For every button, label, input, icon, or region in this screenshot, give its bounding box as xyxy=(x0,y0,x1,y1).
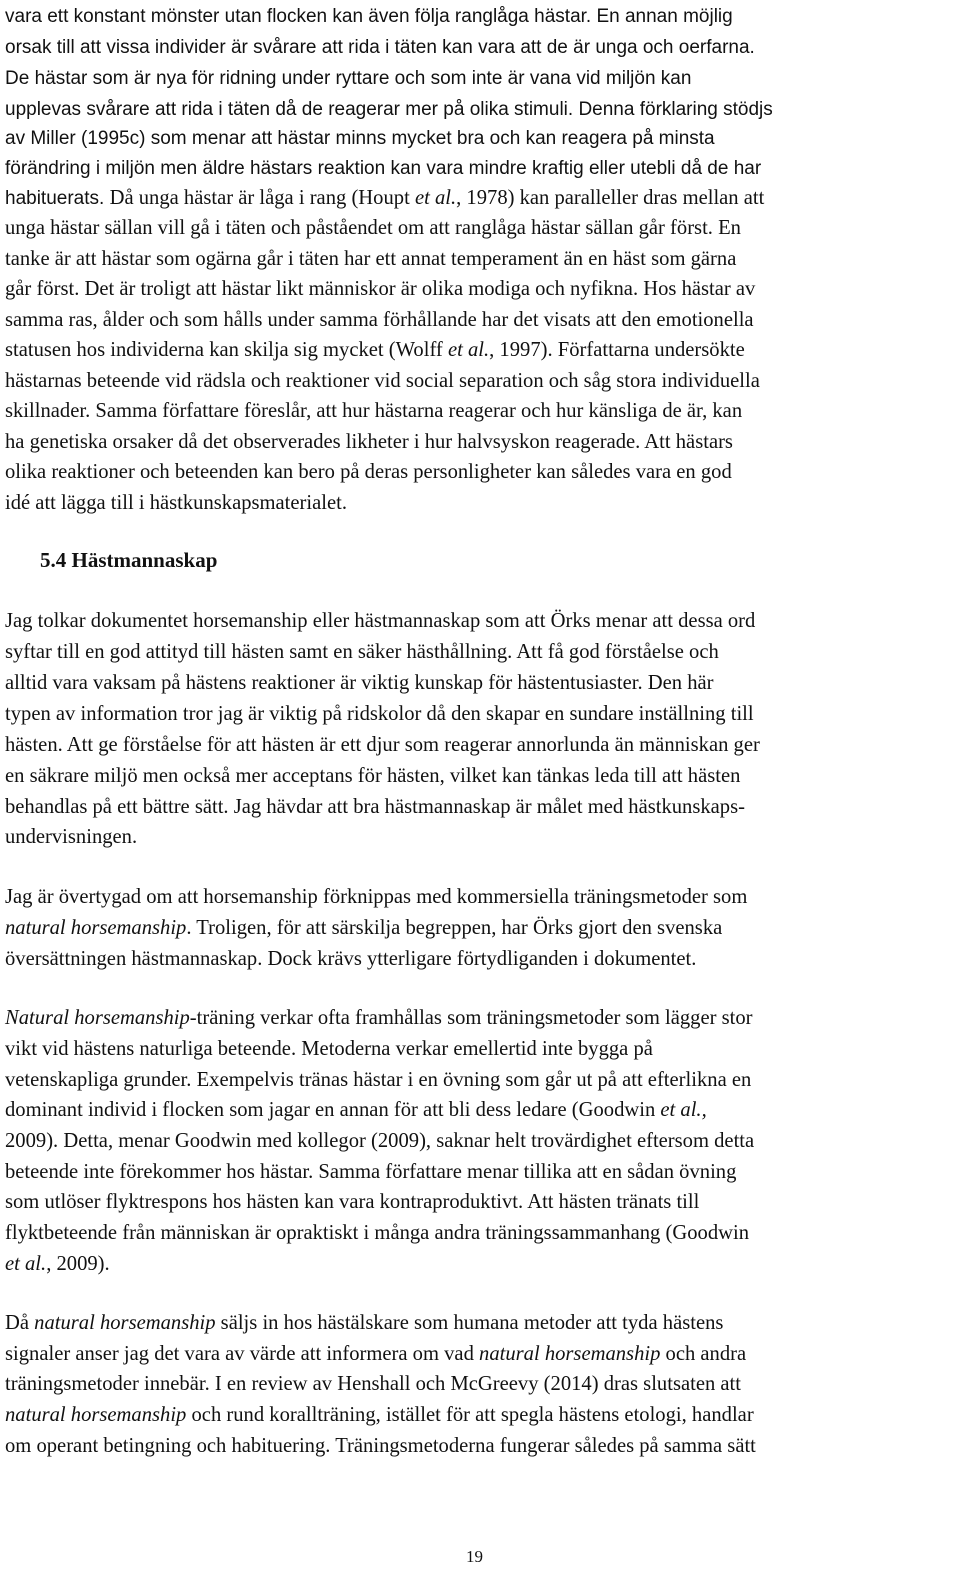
text-segment: undervisningen. xyxy=(5,826,138,848)
text-segment: signaler anser jag det vara av värde att informera om vad xyxy=(5,1343,480,1365)
text-segment: syftar till en god attityd till hästen samt en säker hästhållning. Att få god förståelse och xyxy=(5,641,719,663)
italic-text: et al. xyxy=(447,339,490,361)
text-line xyxy=(5,95,773,124)
text-segment: om operant betingning och habituering. Träningsmetoderna fungerar således på samma sätt xyxy=(5,1435,756,1457)
text-segment: förändring i miljön men äldre hästars reaktion kan vara mindre kraftig eller utebli då de har xyxy=(5,158,762,179)
text-segment: , 2009). xyxy=(46,1253,110,1275)
text-line xyxy=(5,367,760,395)
text-line xyxy=(5,1158,736,1186)
text-segment: . Troligen, för att särskilja begreppen, har Örks gjort den svenska xyxy=(186,917,723,939)
text-segment: upplevas svårare att rida i täten då de reagerar mer på olika stimuli. Denna förklaring stödjs xyxy=(5,99,773,120)
text-line xyxy=(5,823,137,851)
text-segment: ha genetiska orsaker då det observerades likheter i hur halvsyskon reagerade. Att hästars xyxy=(5,431,733,453)
text-line xyxy=(5,1370,741,1398)
text-segment: Då unga hästar är låga i rang (Houpt xyxy=(109,187,415,209)
text-line xyxy=(5,336,745,364)
text-segment: av Miller (1995c) som menar att hästar minns mycket bra och kan reagera på minsta xyxy=(5,128,715,149)
text-segment: vikt vid hästens naturliga beteende. Metoderna verkar emellertid inte bygga på xyxy=(5,1038,653,1060)
text-line xyxy=(5,1035,653,1063)
text-line xyxy=(5,245,736,273)
text-segment: habituerats. xyxy=(5,188,110,209)
text-segment: -träning verkar ofta framhållas som träningsmetoder som lägger stor xyxy=(189,1007,753,1029)
text-line xyxy=(5,731,760,759)
text-line xyxy=(5,64,691,93)
text-line xyxy=(5,700,754,728)
italic-text: natural horsemanship xyxy=(34,1312,216,1334)
text-segment: beteende inte förekommer hos hästar. Samma författare menar tillika att en sådan övning xyxy=(5,1161,737,1183)
text-line xyxy=(5,669,714,697)
text-segment: statusen hos individerna kan skilja sig mycket (Wolff xyxy=(5,339,448,361)
text-segment: Jag tolkar dokumentet horsemanship eller hästmannaskap som att Örks menar att dessa ord xyxy=(5,610,756,632)
page-number: 19 xyxy=(466,1547,483,1566)
text-line xyxy=(5,638,719,666)
text-line xyxy=(5,1340,746,1368)
text-segment: 5.4 Hästmannaskap xyxy=(40,548,218,572)
text-segment: behandlas på ett bättre sätt. Jag hävdar att bra hästmannaskap är målet med hästkunskaps- xyxy=(5,796,745,818)
text-segment: översättningen hästmannaskap. Dock krävs ytterligare förtydliganden i dokumentet. xyxy=(5,948,697,970)
italic-text: Natural horsemanship xyxy=(5,1007,190,1029)
text-segment: unga hästar sällan vill gå i täten och påståendet om att ranglåga hästar sällan går först. En xyxy=(5,217,741,239)
text-line xyxy=(5,184,764,213)
text-segment: Då xyxy=(5,1312,35,1334)
text-line xyxy=(5,1401,754,1429)
text-line xyxy=(5,1127,754,1155)
text-line xyxy=(5,945,696,973)
text-segment: De hästar som är nya för ridning under ryttare och som inte är vana vid miljön kan xyxy=(5,68,692,89)
text-segment: går först. Det är troligt att hästar likt människor är olika modiga och nyfikna. Hos hästar av xyxy=(5,278,756,300)
text-line xyxy=(5,1004,753,1032)
text-line xyxy=(5,33,755,62)
italic-text: et al., xyxy=(660,1099,707,1121)
text-line xyxy=(5,275,755,303)
text-segment: och rund korallträning, istället för att spegla hästens etologi, handlar xyxy=(186,1404,754,1426)
italic-text: natural horsemanship xyxy=(479,1343,661,1365)
text-segment: olika reaktioner och beteenden kan bero på deras personligheter kan således vara en god xyxy=(5,461,732,483)
text-line xyxy=(5,1219,749,1247)
text-line xyxy=(5,428,733,456)
text-segment: säljs in hos hästälskare som humana metoder att tyda hästens xyxy=(215,1312,724,1334)
text-line xyxy=(5,154,761,183)
text-segment: hästarnas beteende vid rädsla och reaktioner vid social separation och såg stora individuella xyxy=(5,370,760,392)
text-segment: hästen. Att ge förståelse för att hästen är ett djur som reagerar annorlunda än människan ger xyxy=(5,734,760,756)
text-segment: flyktbeteende från människan är opraktiskt i många andra träningssammanhang (Goodwin xyxy=(5,1222,750,1244)
text-line xyxy=(5,1066,751,1094)
text-line xyxy=(5,1309,723,1337)
text-line xyxy=(5,1250,110,1278)
italic-text: natural horsemanship xyxy=(5,1404,187,1426)
italic-text: et al. xyxy=(414,187,457,209)
text-line xyxy=(5,607,755,635)
text-line xyxy=(5,214,741,242)
text-line xyxy=(5,124,715,153)
italic-text: natural horsemanship xyxy=(5,917,187,939)
text-line xyxy=(5,883,747,911)
text-line xyxy=(5,2,733,31)
text-segment: , 1997). Författarna undersökte xyxy=(489,339,745,361)
text-line xyxy=(5,489,347,517)
text-line xyxy=(5,793,745,821)
text-line xyxy=(5,1188,699,1216)
text-segment: och andra xyxy=(660,1343,747,1365)
text-line xyxy=(5,1432,756,1460)
text-segment: alltid vara vaksam på hästens reaktioner är viktig kunskap för hästentusiaster. Den här xyxy=(5,672,714,694)
text-segment: orsak till att vissa individer är svårare att rida i täten kan vara att de är unga och oerfarna. xyxy=(5,37,755,58)
text-segment: skillnader. Samma författare föreslår, att hur hästarna reagerar och hur känsliga de är, kan xyxy=(5,400,743,422)
text-segment: idé att lägga till i hästkunskapsmaterialet. xyxy=(5,492,347,514)
text-segment: tanke är att hästar som ogärna går i täten har ett annat temperament än en häst som gärna xyxy=(5,248,737,270)
text-segment: typen av information tror jag är viktig på ridskolor då den skapar en sundare inställning till xyxy=(5,703,754,725)
text-segment: vara ett konstant mönster utan flocken kan även följa ranglåga hästar. En annan möjlig xyxy=(5,6,733,27)
text-segment: dominant individ i flocken som jagar en annan för att bli dess ledare (Goodwin xyxy=(5,1099,661,1121)
text-line xyxy=(5,914,722,942)
text-segment: Jag är övertygad om att horsemanship förknippas med kommersiella träningsmetoder som xyxy=(5,886,748,908)
text-segment: vetenskapliga grunder. Exempelvis tränas hästar i en övning som går ut på att efterlikna en xyxy=(5,1069,752,1091)
section-heading xyxy=(40,548,217,573)
text-segment: som utlöser flyktrespons hos hästen kan vara kontraproduktivt. Att hästen tränats till xyxy=(5,1191,700,1213)
text-line xyxy=(5,306,754,334)
text-segment: träningsmetoder innebär. I en review av Henshall och McGreevy (2014) dras slutsaten att xyxy=(5,1373,741,1395)
text-segment: samma ras, ålder och som hålls under samma förhållande har det visats att den emotionella xyxy=(5,309,754,331)
text-line xyxy=(5,458,732,486)
italic-text: et al. xyxy=(5,1253,47,1275)
text-line xyxy=(5,397,742,425)
text-segment: , 1978) kan paralleller dras mellan att xyxy=(456,187,765,209)
text-line xyxy=(5,762,740,790)
text-segment: en säkrare miljö men också mer acceptans för hästen, vilket kan tänkas leda till att hästen xyxy=(5,765,741,787)
text-line xyxy=(5,1096,707,1124)
text-segment: 2009). Detta, menar Goodwin med kollegor (2009), saknar helt trovärdighet eftersom detta xyxy=(5,1130,755,1152)
